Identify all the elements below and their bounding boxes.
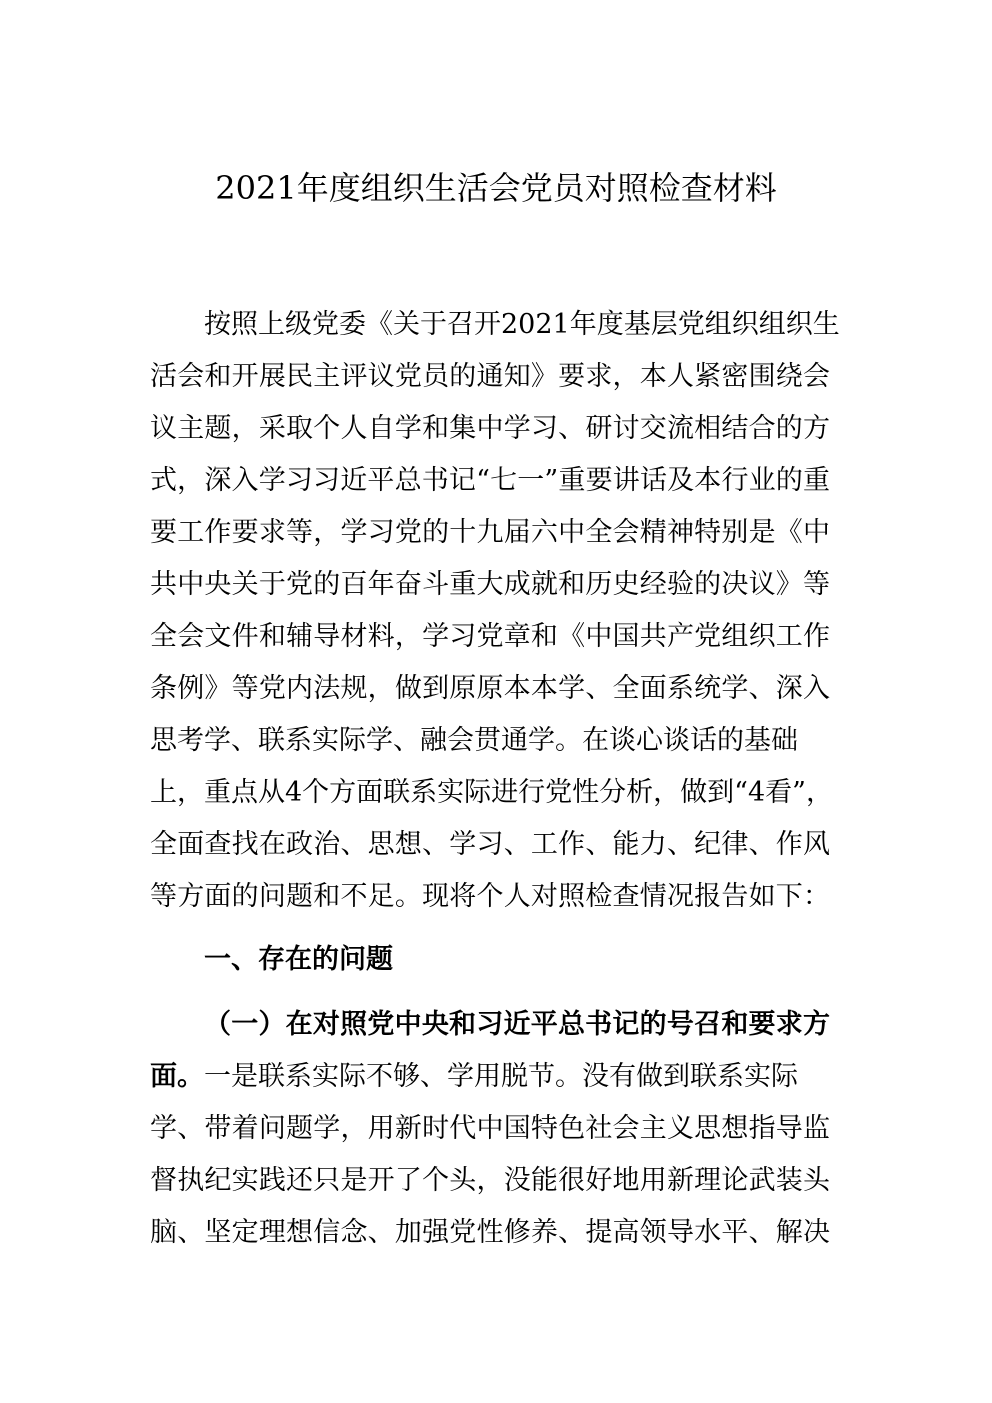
paragraph-line: 全面查找在政治、思想、学习、工作、能力、纪律、作风 <box>150 829 830 860</box>
paragraph-line: 等方面的问题和不足。现将个人对照检查情况报告如下： <box>150 881 830 912</box>
paragraph-line: 上，重点从4个方面联系实际进行党性分析，做到“4看”， <box>150 777 833 808</box>
subsection-heading-continued <box>150 1057 830 1097</box>
paragraph-line: 条例》等党内法规，做到原原本本学、全面系统学、深入 <box>150 673 830 704</box>
paragraph-line: 全会文件和辅导材料，学习党章和《中国共产党组织工作 <box>150 621 830 652</box>
document-title: 2021年度组织生活会党员对照检查材料 <box>215 169 777 207</box>
paragraph-line: 要工作要求等，学习党的十九届六中全会精神特别是《中 <box>150 517 830 548</box>
paragraph-line: 活会和开展民主评议党员的通知》要求，本人紧密围绕会 <box>150 361 830 392</box>
section-heading: 一、存在的问题 <box>204 944 393 975</box>
paragraph-text: 一是联系实际不够、学用脱节。没有做到联系实际 <box>204 1061 798 1092</box>
paragraph-line: 议主题，采取个人自学和集中学习、研讨交流相结合的方 <box>150 413 830 444</box>
paragraph-line: 共中央关于党的百年奋斗重大成就和历史经验的决议》等 <box>150 569 830 600</box>
subsection-heading: （一）在对照党中央和习近平总书记的号召和要求方 <box>204 1009 830 1040</box>
paragraph-line: 按照上级党委《关于召开2021年度基层党组织组织生 <box>204 309 840 340</box>
paragraph-line: 式，深入学习习近平总书记“七一”重要讲话及本行业的重 <box>150 465 830 496</box>
paragraph-line: 脑、坚定理想信念、加强党性修养、提高领导水平、解决 <box>150 1217 830 1248</box>
paragraph-line: 思考学、联系实际学、融会贯通学。在谈心谈话的基础 <box>150 725 798 756</box>
paragraph-line: 学、带着问题学，用新时代中国特色社会主义思想指导监 <box>150 1113 830 1144</box>
subsection-heading-end: 面。 <box>150 1061 204 1092</box>
paragraph-line: 督执纪实践还只是开了个头，没能很好地用新理论武装头 <box>150 1165 830 1196</box>
